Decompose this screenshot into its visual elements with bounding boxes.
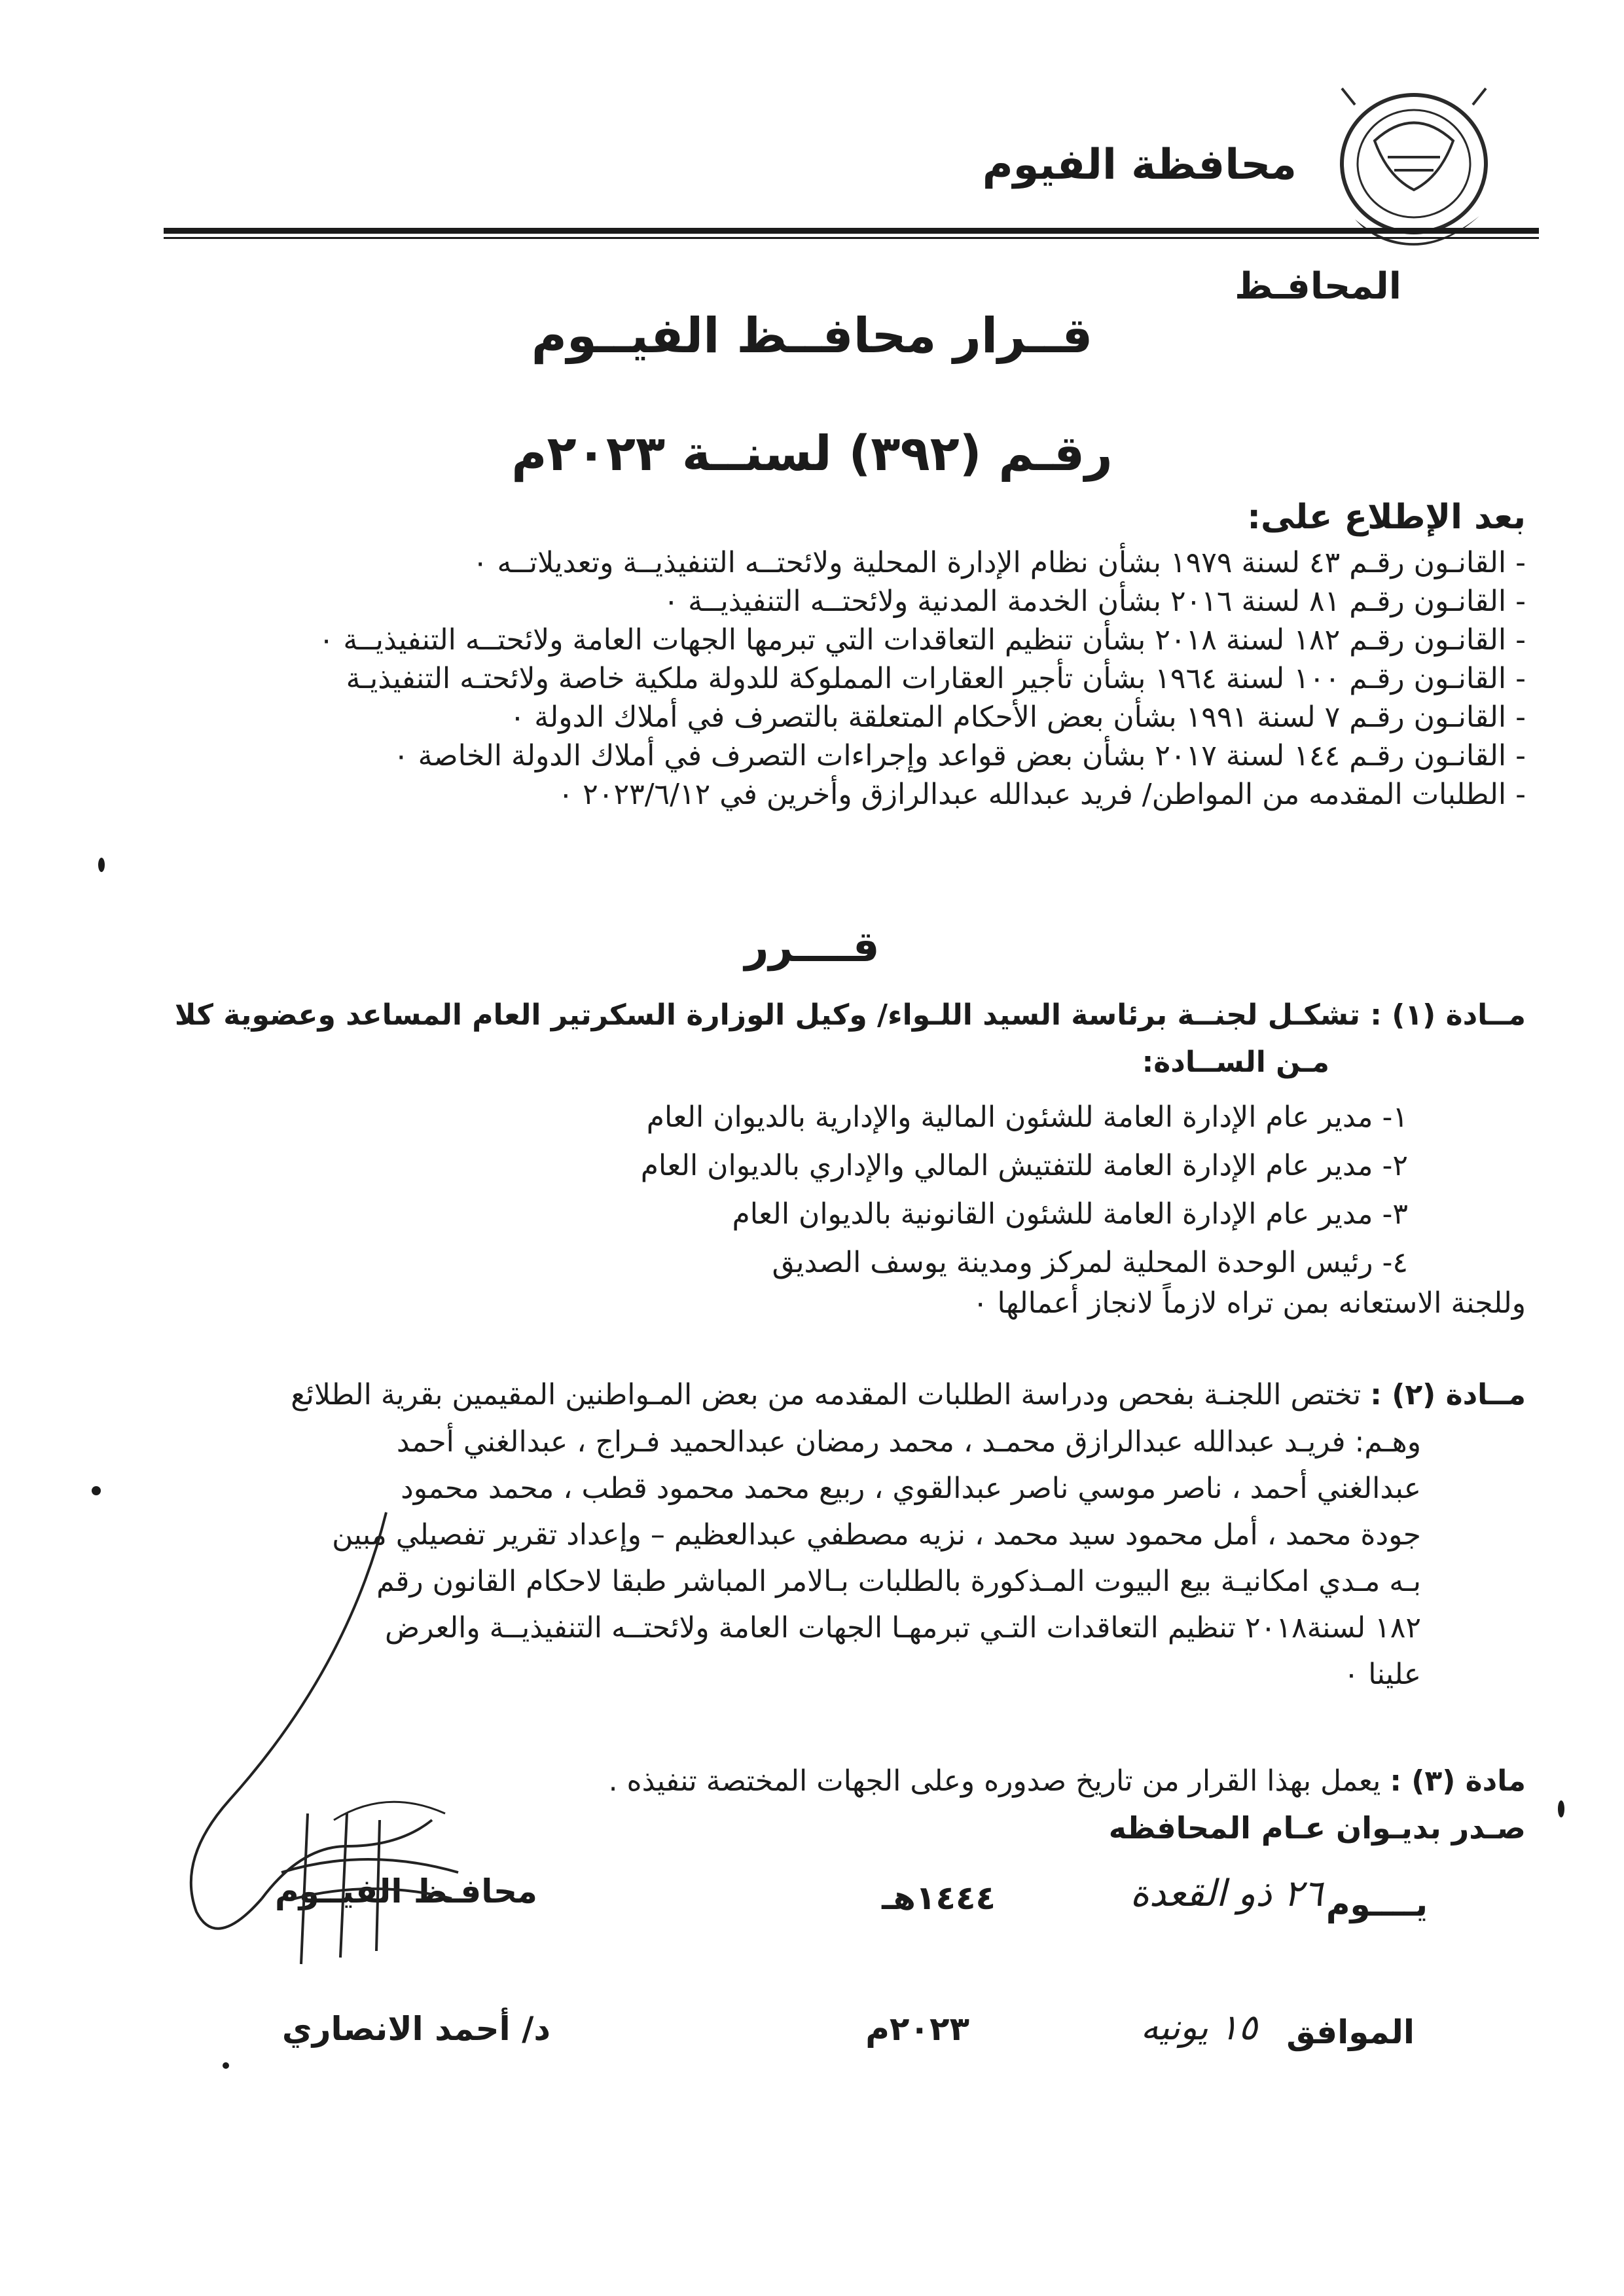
hijri-date-year: ١٤٤٤هـ xyxy=(882,1879,996,1917)
governorate-name: محافظة الفيوم xyxy=(982,141,1297,189)
decision-number: رقـم (٣٩٢) لسنــة ٢٠٢٣م xyxy=(511,426,1113,482)
article-1-label: مــادة (١) : xyxy=(1370,998,1526,1032)
preamble-item: - القانـون رقـم ١٠٠ لسنة ١٩٦٤ بشأن تأجير العقارات المملوكة للدولة ملكية خاصة ولائحتـه التنفيذيـة xyxy=(346,662,1526,695)
issued-statement: صـدر بديـوان عـام المحافظه xyxy=(1108,1810,1526,1846)
committee-note: وللجنة الاستعانه بمن تراه لازماً لانجاز أعمالها ٠ xyxy=(972,1286,1526,1320)
article-2-line: بـه مـدي امكانيـة بيع البيوت المـذكورة بالطلبات بـالامر المباشر طبقا لاحكام القانون رقم xyxy=(376,1565,1421,1598)
committee-member: ١- مدير عام الإدارة العامة للشئون المالية والإدارية بالديوان العام xyxy=(646,1101,1408,1134)
signatory-title: محافـظ الفيــوم xyxy=(274,1872,537,1910)
header-rule xyxy=(164,228,1539,234)
article-1-text: تشكـل لجنــة برئاسة السيد اللـواء/ وكيل الوزارة السكرتير العام المساعد وعضوية كلا xyxy=(174,998,1360,1032)
decided-heading: قــــرر xyxy=(744,923,880,972)
preamble-item: - الطلبات المقدمه من المواطن/ فريد عبدالله عبدالرازق وأخرين في ٢٠٢٣/٦/١٢ ٠ xyxy=(558,778,1526,811)
article-2 xyxy=(111,1372,1526,1419)
committee-member: ٢- مدير عام الإدارة العامة للتفتيش المالي والإداري بالديوان العام xyxy=(640,1149,1408,1182)
committee-member: ٣- مدير عام الإدارة العامة للشئون القانونية بالديوان العام xyxy=(732,1197,1408,1231)
preamble-heading: بعد الإطلاع على: xyxy=(1247,498,1526,537)
article-2-line: عبدالغني أحمد ، ناصر موسي ناصر عبدالقوي ، ربيع محمد محمود قطب ، محمد محمود xyxy=(401,1472,1421,1505)
article-1 xyxy=(111,992,1526,1086)
article-3-text: يعمل بهذا القرار من تاريخ صدوره وعلى الجهات المختصة تنفيذه . xyxy=(608,1764,1381,1798)
preamble-item: - القانـون رقـم ٤٣ لسنة ١٩٧٩ بشأن نظام الإدارة المحلية ولائحتــه التنفيذيــة وتعديلاتــه ٠ xyxy=(472,546,1526,579)
preamble-item: - القانـون رقـم ١٤٤ لسنة ٢٠١٧ بشأن بعض قواعد وإجراءات التصرف في أملاك الدولة الخاصة ٠ xyxy=(393,739,1526,773)
article-2-line: ١٨٢ لسنة٢٠١٨ تنظيم التعاقدات التـي تبرمهـا الجهات العامة ولائحتــه التنفيذيــة والعرض xyxy=(385,1611,1421,1645)
decision-title: قــرار محافــظ الفيــوم xyxy=(531,308,1093,364)
article-2-line: وهـم: فريـد عبدالله عبدالرازق محمـد ، محمد رمضان عبدالحميد فـراج ، عبدالغني أحمد xyxy=(396,1425,1421,1459)
article-3-label: مادة (٣) : xyxy=(1390,1764,1526,1798)
hijri-date-label: يــــوم xyxy=(1326,1886,1428,1923)
office-title: المحافـظ xyxy=(1235,265,1401,308)
preamble-item: - القانـون رقـم ٨١ لسنة ٢٠١٦ بشأن الخدمة المدنية ولائحتــه التنفيذيــة ٠ xyxy=(663,585,1526,618)
committee-member: ٤- رئيس الوحدة المحلية لمركز ومدينة يوسف الصديق xyxy=(772,1246,1408,1279)
preamble-item: - القانـون رقـم ٧ لسنة ١٩٩١ بشأن بعض الأحكام المتعلقة بالتصرف في أملاك الدولة ٠ xyxy=(509,701,1526,734)
governorate-seal xyxy=(1316,79,1512,268)
gregorian-date-day: ١٥ يونيه xyxy=(1140,2007,1257,2048)
handwritten-signature xyxy=(151,1506,543,2003)
article-2-label: مــادة (٢) : xyxy=(1370,1378,1526,1412)
committee-members xyxy=(393,1093,1408,1287)
scan-mark xyxy=(92,1486,101,1495)
hijri-date-day: ٢٦ ذو القعدة xyxy=(1130,1872,1323,1915)
preamble-item: - القانـون رقـم ١٨٢ لسنة ٢٠١٨ بشأن تنظيم التعاقدات التي تبرمها الجهات العامة ولائحتــه التنفيذيــة ٠ xyxy=(318,623,1526,657)
article-2-line: علينا ٠ xyxy=(1343,1658,1421,1691)
scan-mark xyxy=(98,858,105,872)
header-rule-thin xyxy=(164,237,1539,239)
signatory-name: د/ أحمد الانصاري xyxy=(281,2010,550,2048)
article-2-text: تختص اللجنـة بفحص ودراسة الطلبات المقدمه من بعض المـواطنين المقيمين بقرية الطلائع xyxy=(291,1378,1362,1412)
gregorian-date-label: الموافق xyxy=(1286,2013,1415,2051)
preamble-list xyxy=(131,543,1526,814)
gregorian-date-year: ٢٠٢٣م xyxy=(865,2010,969,2048)
article-1-text-cont: مـن الســادة: xyxy=(1142,1046,1329,1079)
scan-mark xyxy=(223,2062,229,2069)
article-2-line: جودة محمد ، أمل محمود سيد محمد ، نزيه مصطفي عبدالعظيم – وإعداد تقرير تفصيلي مبين xyxy=(332,1518,1421,1552)
scan-mark xyxy=(1558,1800,1564,1817)
